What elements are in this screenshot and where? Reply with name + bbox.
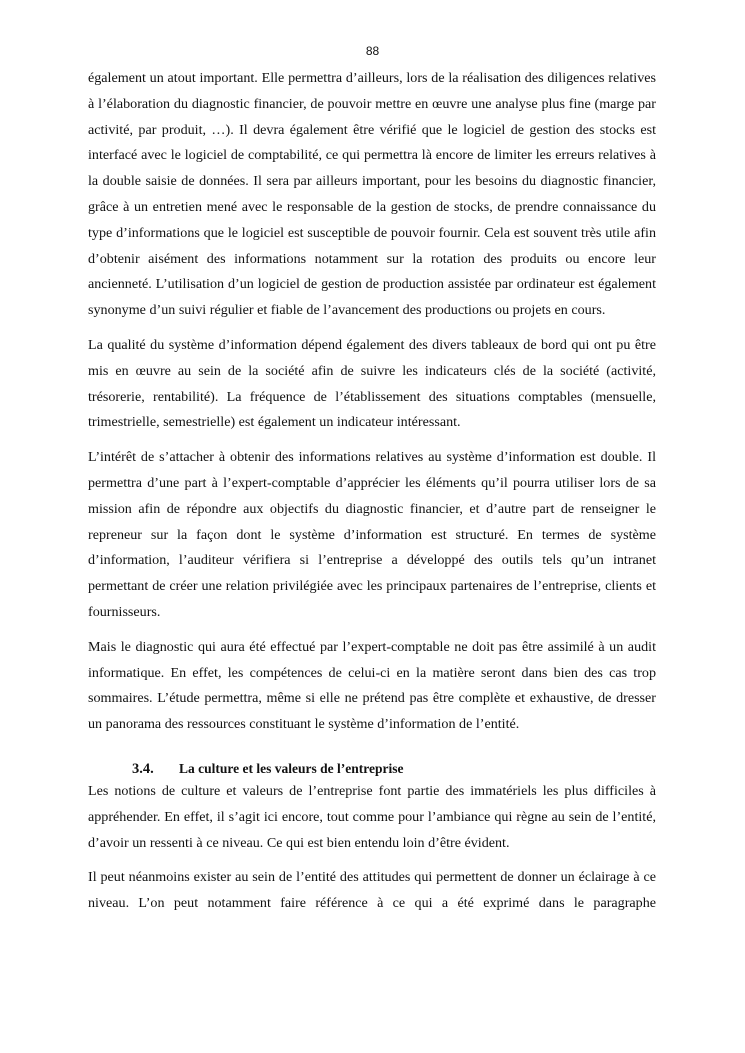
section-heading [88, 759, 656, 779]
paragraph-information-system-interest: L’intérêt de s’attacher à obtenir des informations relatives au système d’information est double. Il permettra d’une part à l’expert-comptable d’apprécier les éléments qu’il pourra utiliser lors de sa mission afin de répondre aux objectifs du diagnostic financier, et d’autre part de renseigner le repreneur sur la façon dont le système d’information est structuré. En termes de système d’information, l’auditeur vérifiera si l’entreprise a développé des outils tels qu’un intranet permettant de créer une relation privilégiée avec les principaux partenaires de l’entreprise, clients et fournisseurs. [88, 449, 656, 620]
paragraph-dashboards: La qualité du système d’information dépend également des divers tableaux de bord qui ont pu être mis en œuvre au sein de la société afin de suivre les indicateurs clés de la société (activité, trésorerie, rentabilité). La fréquence de l’établissement des situations comptables (mensuelle, trimestrielle, semestrielle) est également un indicateur intéressant. [88, 336, 656, 431]
paragraph-attitudes: Il peut néanmoins exister au sein de l’entité des attitudes qui permettent de donner un éclairage à ce niveau. L’on peut notamment faire référence à ce qui a été exprimé dans le paragraphe [88, 869, 656, 912]
section-title: La culture et les valeurs de l’entreprise [179, 760, 404, 776]
paragraph-culture-values: Les notions de culture et valeurs de l’entreprise font partie des immatériels les plus difficiles à appréhender. En effet, il s’agit ici encore, tout comme pour l’ambiance qui règne au sein de l’entité, d’avoir un ressenti à ce niveau. Ce qui est bien entendu loin d’être évident. [88, 782, 656, 851]
page-body [88, 66, 656, 926]
section-number: 3.4. [132, 760, 154, 777]
paragraph-not-it-audit: Mais le diagnostic qui aura été effectué par l’expert-comptable ne doit pas être assimilé à un audit informatique. En effet, les compétences de celui-ci en la matière seront dans bien des cas trop sommaires. L’étude permettra, même si elle ne prétend pas être complète et exhaustive, de dresser un panorama des ressources constituant le système d’information de l’entité. [88, 638, 656, 733]
page-number: 88 [365, 44, 380, 58]
paragraph-stock-software: également un atout important. Elle permettra d’ailleurs, lors de la réalisation des diligences relatives à l’élaboration du diagnostic financier, de pouvoir mettre en œuvre une analyse plus fine (marge par activité, par produit, …). Il devra également être vérifié que le logiciel de gestion des stocks est interfacé avec le logiciel de comptabilité, ce qui permettra là encore de limiter les erreurs relatives à la double saisie de données. Il sera par ailleurs important, pour les besoins du diagnostic financier, grâce à un entretien mené avec le responsable de la gestion de stocks, de prendre connaissance du type d’informations que le logiciel est susceptible de pouvoir fournir. Cela est souvent très utile afin d’obtenir aisément des informations notamment sur la rotation des produits ou encore leur ancienneté. L’utilisation d’un logiciel de gestion de production assistée par ordinateur est également synonyme d’un suivi régulier et fiable de l’avancement des productions ou projets en cours. [88, 70, 656, 319]
